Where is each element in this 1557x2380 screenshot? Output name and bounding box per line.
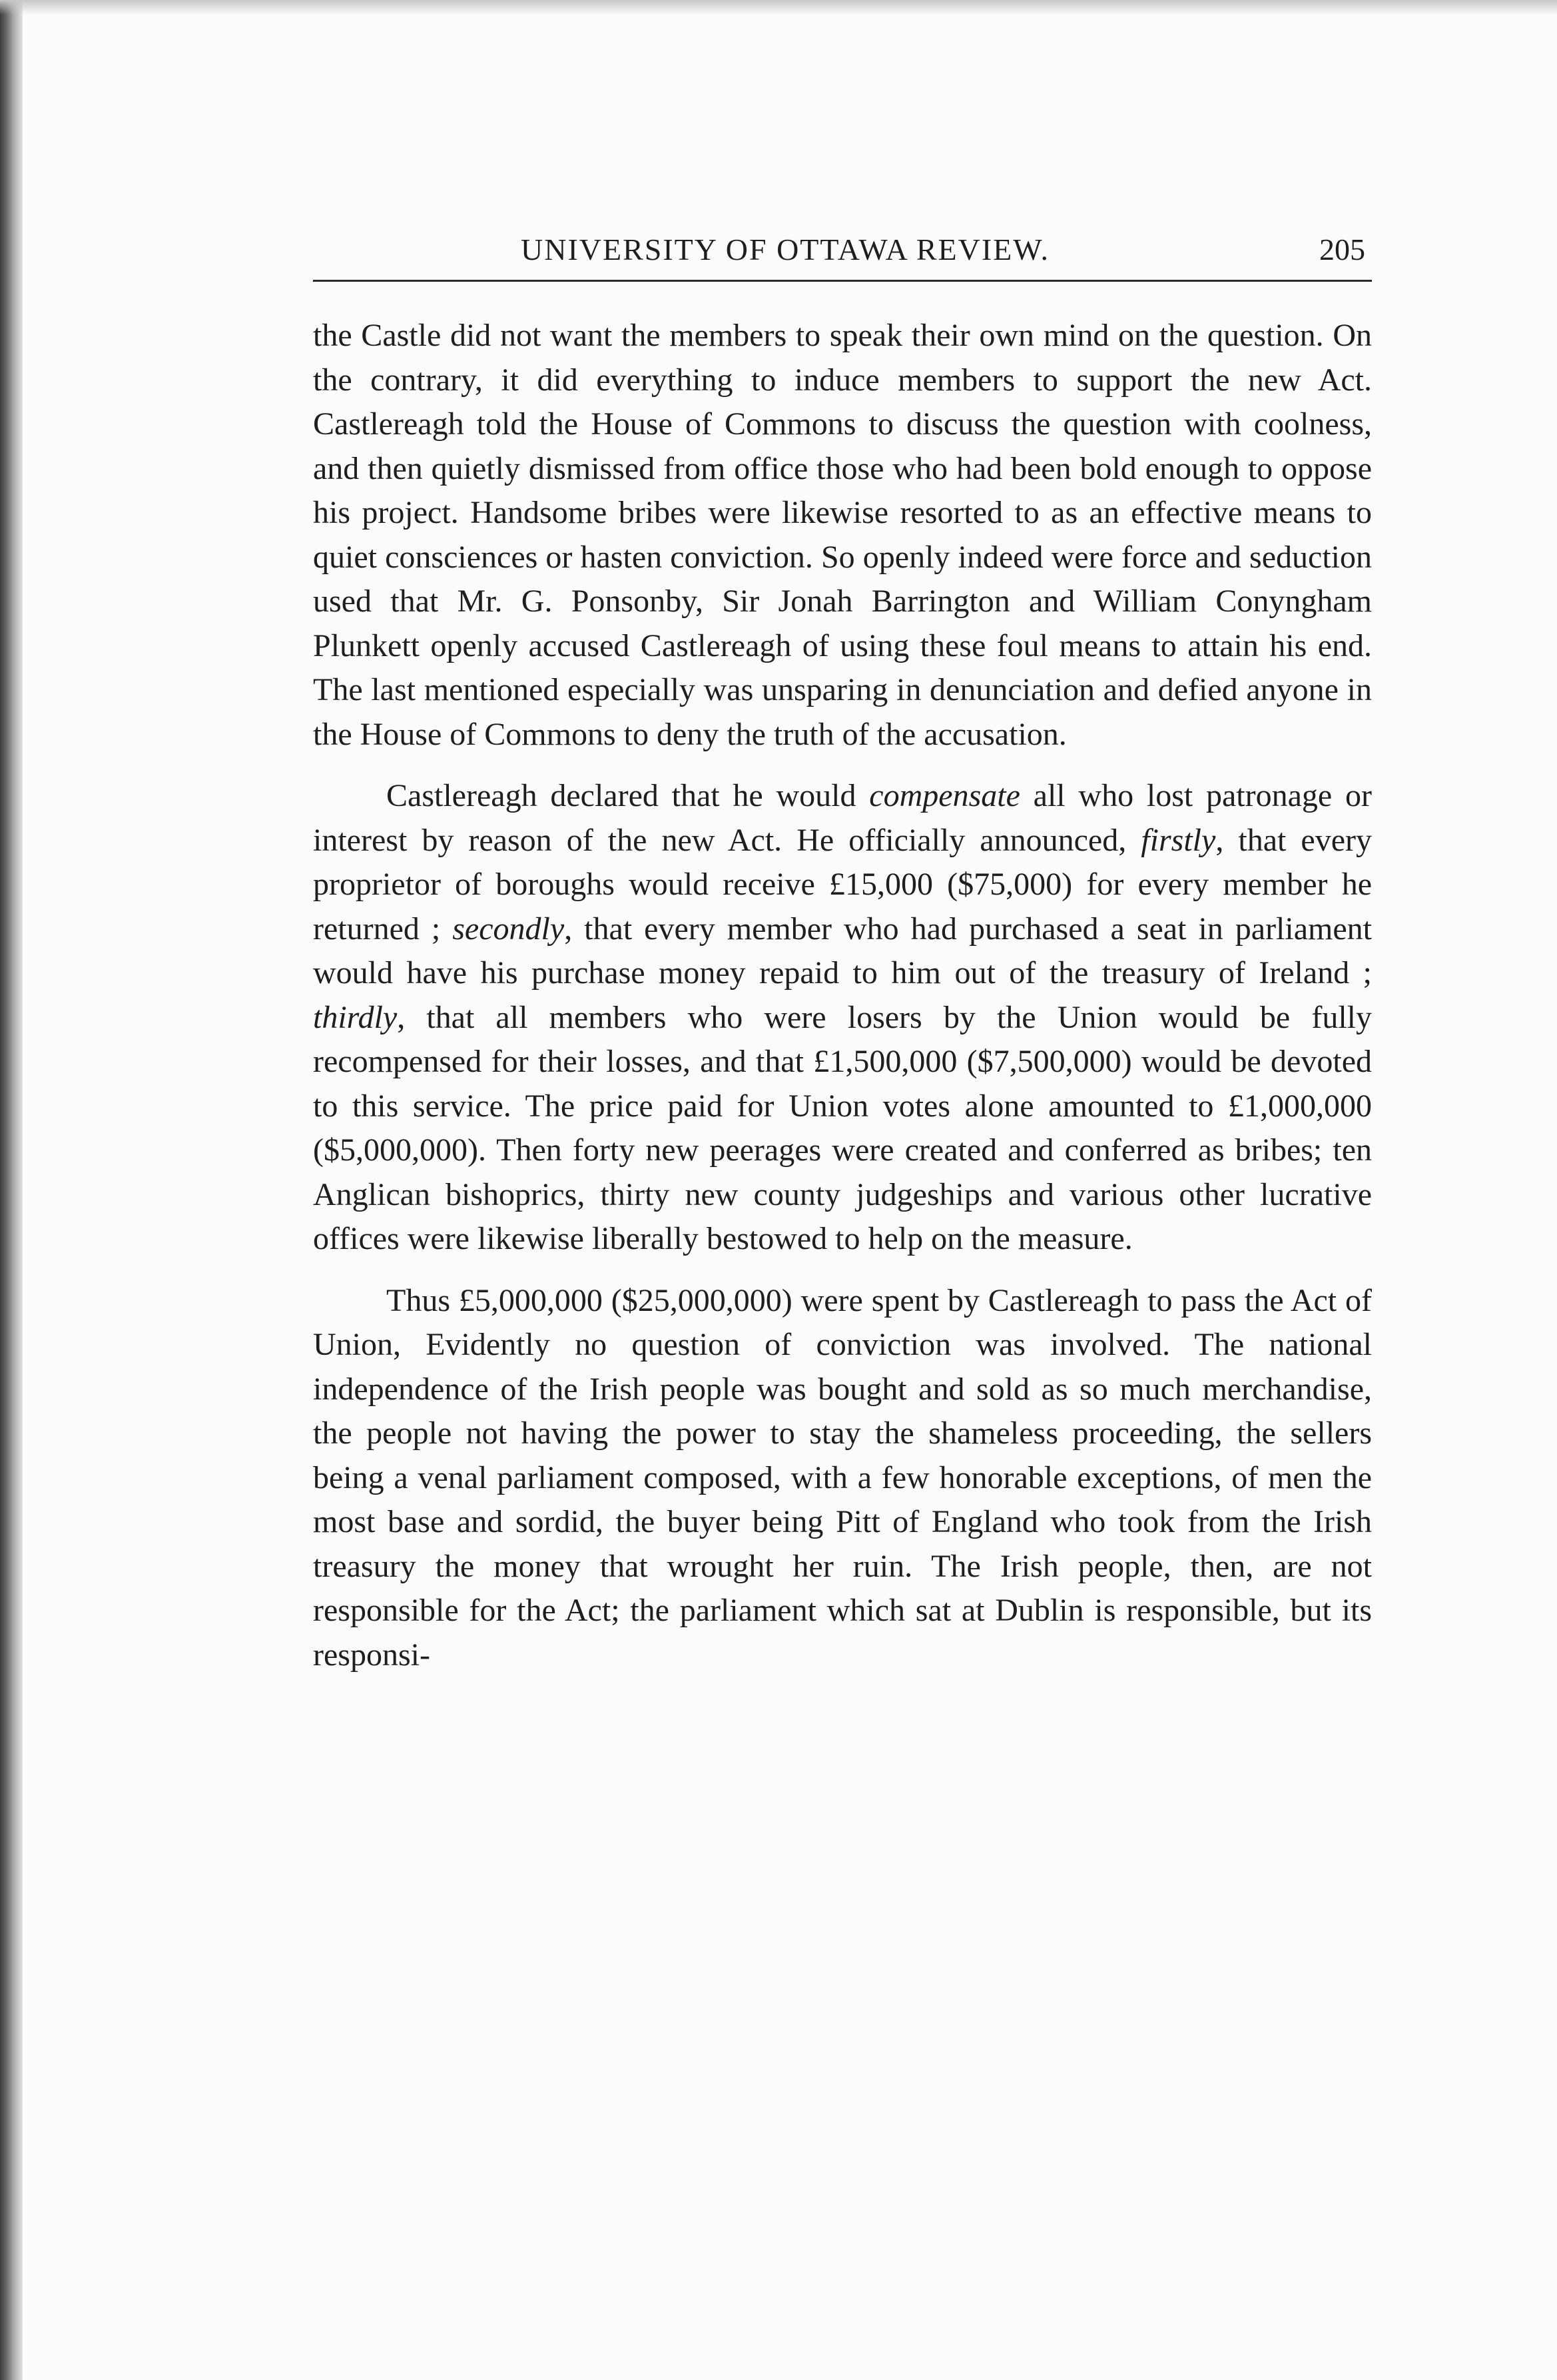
paragraph-text: , that all members who were losers by the Union would be fully recompensed for their losses, and that £1,500,000 ($7,500,000) would be devoted to this service. The price paid for Union votes alone amounted to £1,000,000 ($5,000,000). Then forty new peerages were created and conferred as bribes; ten Anglican bishoprics, thirty new county judgeships and various other lucrative offices were likewise liberally bestowed to help on the measure. [313,999,1372,1256]
paragraph-3 [313,1279,1372,1678]
italic-term: compensate [869,778,1020,813]
scan-top-edge [0,0,1557,15]
scan-binding-edge [0,0,23,2380]
paragraph-2 [313,774,1372,1262]
running-title: UNIVERSITY OF OTTAWA REVIEW. [521,232,1050,266]
paragraph-text: , that every member who had purchased a seat in parliament would have his purchase money repaid to him out of the treasury of Ireland ; [313,911,1373,991]
italic-term: firstly [1141,822,1216,858]
paragraph-text: Castlereagh declared that he would [386,778,870,813]
body-text [313,314,1372,1677]
paragraph-text: all who lost patronage or interest by reason of the new Act. He officially announced, [313,778,1373,858]
paragraph-text: the Castle did not want the members to speak their own mind on the question. On the contrary, it did everything to induce members to support the new Act. Castlereagh told the House of Commons to discuss the question with coolness, and then quietly dismissed from office those who had been bold enough to oppose his project. Handsome bribes were likewise resorted to as an effective means to quiet consciences or hasten conviction. So openly indeed were force and seduction used that Mr. G. Ponsonby, Sir Jonah Barrington and William Conyngham Plunkett openly accused Castlereagh of using these foul means to attain his end. The last mentioned especially was unsparing in denunciation and defied anyone in the House of Commons to deny the truth of the accusation. [313,318,1372,752]
document-page [313,220,1372,1695]
paragraph-1 [313,314,1372,757]
paragraph-text: Thus £5,000,000 ($25,000,000) were spent by Castlereagh to pass the Act of Union, Evidently no question of conviction was involved. The national independence of the Irish people was bought and sold as so much merchandise, the people not having the power to stay the shameless proceeding, the sellers being a venal parliament composed, with a few honorable exceptions, of men the most base and sordid, the buyer being Pitt of England who took from the Irish treasury the money that wrought her ruin. The Irish people, then, are not responsible for the Act; the parliament which sat at Dublin is responsible, but its responsi- [313,1282,1372,1673]
paragraph-text: , that every proprietor of boroughs would receive £15,000 ($75,000) for every member he returned ; [313,822,1372,947]
page-number: 205 [1319,232,1365,266]
italic-term: secondly [452,911,565,947]
italic-term: thirdly [313,999,398,1035]
page-header [313,220,1372,282]
